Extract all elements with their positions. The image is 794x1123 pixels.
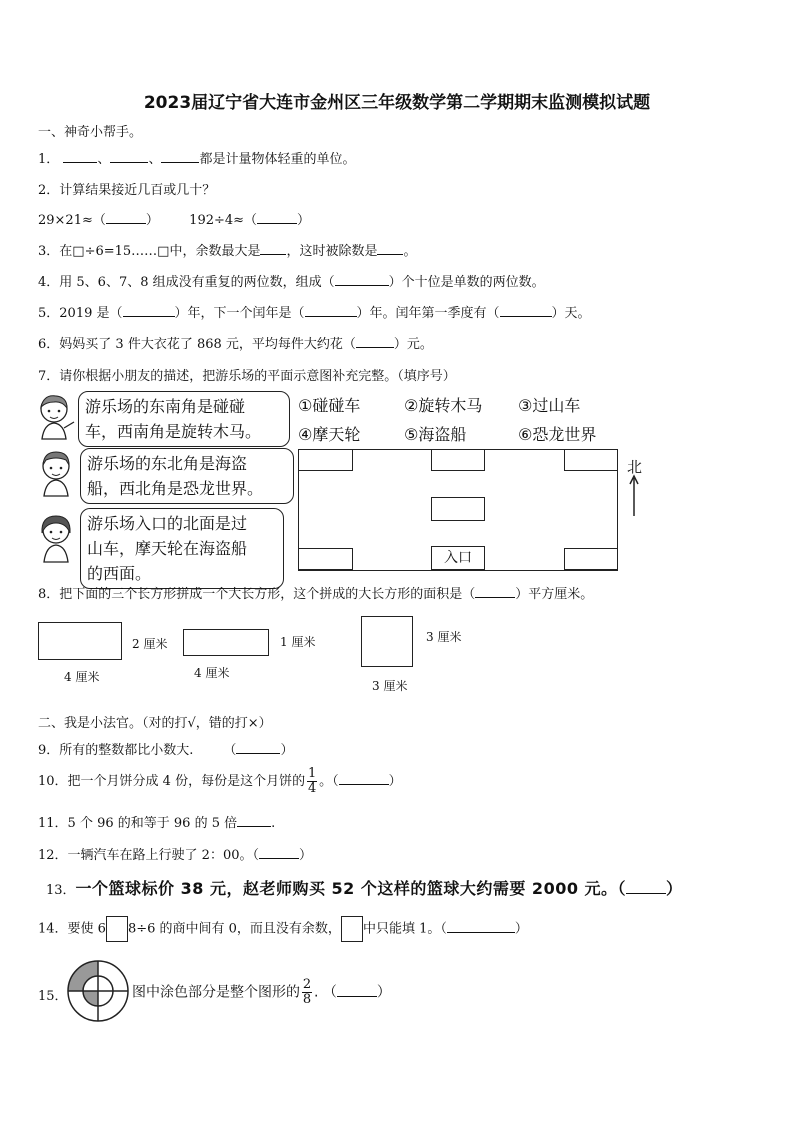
question-text: 一辆汽车在路上行驶了 2：00。（ <box>67 848 259 863</box>
answer-blank[interactable] <box>500 303 552 317</box>
question-number: 11． <box>38 816 68 831</box>
bracket-close: ） <box>388 774 402 789</box>
numerator: 1 <box>307 766 317 781</box>
speech-bubble-1 <box>78 391 290 447</box>
question-9 <box>38 739 293 758</box>
answer-blank[interactable] <box>356 334 394 348</box>
bracket-close: ） <box>514 921 528 937</box>
child-avatar-1 <box>34 392 76 440</box>
fraction <box>307 767 317 796</box>
map-slot-north[interactable] <box>431 449 485 471</box>
question-text: 图中涂色部分是整个图形的 <box>132 984 300 1001</box>
answer-blank[interactable] <box>63 149 97 163</box>
question-number: 9． <box>38 743 60 758</box>
question-text: . <box>271 816 276 831</box>
option-2: ②旋转木马 <box>404 396 483 415</box>
child-avatar-2 <box>36 449 78 497</box>
park-map <box>298 449 618 571</box>
bubble-line: 游乐场的东北角是海盗 <box>87 454 248 473</box>
question-number: 10． <box>38 774 68 789</box>
north-label: 北 <box>627 458 643 476</box>
bubble-line: 船，西北角是恐龙世界。 <box>87 479 264 498</box>
bracket-close: ） <box>145 213 159 228</box>
separator: 、 <box>148 152 162 167</box>
question-text: 妈妈买了 3 件大衣花了 868 元，平均每件大约花（ <box>59 337 356 352</box>
bracket-close: ） <box>297 213 311 228</box>
map-entrance: 入口 <box>431 546 485 570</box>
answer-blank[interactable] <box>626 880 666 894</box>
question-14 <box>38 916 528 942</box>
question-number: 14． <box>38 921 68 937</box>
rect1-width: 4 厘米 <box>64 670 100 684</box>
question-text: 所有的整数都比小数大. <box>59 743 194 758</box>
bracket-close: ） <box>376 984 391 1001</box>
bubble-line: 游乐场入口的北面是过 <box>87 514 248 533</box>
numerator: 2 <box>302 977 312 992</box>
question-number: 5． <box>38 306 60 321</box>
section-1-heading: 一、神奇小帮手。 <box>38 125 143 140</box>
bracket-close: ） <box>299 848 313 863</box>
answer-blank[interactable] <box>106 210 146 224</box>
question-text: 请你根据小朋友的描述，把游乐场的平面示意图补充完整。（填序号） <box>59 369 456 384</box>
option-5: ⑤海盗船 <box>404 425 467 444</box>
question-text: 8÷6 的商中间有 0，而且没有余数， <box>127 921 341 937</box>
question-text: ）平方厘米。 <box>515 587 594 602</box>
question-number: 13． <box>46 883 76 898</box>
question-10 <box>38 767 402 796</box>
question-number: 12． <box>38 848 68 863</box>
answer-blank[interactable] <box>123 303 175 317</box>
question-text: 在□÷6=15……□中，余数最大是 <box>59 244 261 259</box>
answer-blank[interactable] <box>110 149 148 163</box>
question-number: 6． <box>38 337 60 352</box>
digit-box[interactable] <box>341 916 363 942</box>
rect2-height: 1 厘米 <box>280 635 316 649</box>
calc-item-b: 192÷4≈（ <box>189 213 258 228</box>
digit-box[interactable] <box>106 916 128 942</box>
question-text: 把一个月饼分成 4 份，每份是这个月饼的 <box>67 774 306 789</box>
option-6: ⑥恐龙世界 <box>518 425 597 444</box>
question-number: 7． <box>38 369 60 384</box>
question-15-number: 15． <box>38 989 68 1004</box>
answer-blank[interactable] <box>337 983 377 997</box>
answer-blank[interactable] <box>236 740 280 754</box>
page-title: 2023届辽宁省大连市金州区三年级数学第二学期期末监测模拟试题 <box>143 93 651 113</box>
square3-height: 3 厘米 <box>426 630 462 644</box>
question-4 <box>38 271 545 290</box>
bubble-line: 车，西南角是旋转木马。 <box>85 422 262 441</box>
option-1: ①碰碰车 <box>298 396 361 415</box>
question-text: ）年。闰年第一季度有（ <box>356 306 500 321</box>
answer-blank[interactable] <box>447 919 515 933</box>
map-slot-southwest[interactable] <box>298 548 353 570</box>
question-text: 2019 是（ <box>59 306 123 321</box>
question-5 <box>38 302 591 321</box>
question-6 <box>38 333 433 352</box>
child-avatar-3 <box>36 513 78 563</box>
question-number: 2． <box>38 183 60 198</box>
bracket-open: （ <box>223 743 237 758</box>
question-number: 4． <box>38 275 60 290</box>
map-slot-southeast[interactable] <box>564 548 618 570</box>
speech-bubble-2 <box>80 448 294 504</box>
question-number: 1． <box>38 152 60 167</box>
shaded-circle-figure <box>66 959 130 1023</box>
bubble-line: 的西面。 <box>87 564 152 583</box>
question-2 <box>38 179 215 198</box>
rect2-width: 4 厘米 <box>194 666 230 680</box>
denominator: 8 <box>302 992 312 1007</box>
question-text: 用 5、6、7、8 组成没有重复的两位数，组成（ <box>59 275 335 290</box>
question-text: 要使 6 <box>67 921 106 937</box>
question-text: 一个篮球标价 38 元，赵老师购买 52 个这样的篮球大约需要 2000 元。（ <box>75 879 627 898</box>
bracket-close: ） <box>666 879 683 898</box>
question-text: ）天。 <box>551 306 591 321</box>
question-number: 3． <box>38 244 60 259</box>
answer-blank[interactable] <box>161 149 199 163</box>
square3-width: 3 厘米 <box>372 679 408 693</box>
map-slot-northeast[interactable] <box>564 449 618 471</box>
answer-blank[interactable] <box>259 845 299 859</box>
question-7 <box>38 365 456 384</box>
question-text: ）年，下一个闰年是（ <box>174 306 305 321</box>
rectangle-1 <box>38 622 122 660</box>
question-15 <box>132 978 391 1007</box>
question-8 <box>38 583 593 602</box>
answer-blank[interactable] <box>335 272 389 286</box>
question-text: 。（ <box>319 774 339 789</box>
question-2-items <box>38 209 310 228</box>
question-text: 都是计量物体轻重的单位。 <box>199 152 356 167</box>
fraction <box>302 978 312 1007</box>
question-3 <box>38 240 416 259</box>
rect1-height: 2 厘米 <box>132 637 168 651</box>
question-text: 计算结果接近几百或几十？ <box>59 183 216 198</box>
answer-blank[interactable] <box>237 813 271 827</box>
option-3: ③过山车 <box>518 396 581 415</box>
question-number: 8． <box>38 587 60 602</box>
question-text: 。 <box>403 244 417 259</box>
answer-blank[interactable] <box>339 771 389 785</box>
speech-bubble-3 <box>80 508 284 589</box>
bubble-line: 游乐场的东南角是碰碰 <box>85 397 246 416</box>
answer-blank[interactable] <box>260 241 286 255</box>
denominator: 4 <box>307 781 317 796</box>
calc-item-a: 29×21≈（ <box>38 213 106 228</box>
option-4: ④摩天轮 <box>298 425 361 444</box>
answer-blank[interactable] <box>475 584 515 598</box>
question-text: ）个十位是单数的两位数。 <box>388 275 545 290</box>
question-12 <box>38 844 312 863</box>
question-text: 中只能填 1。（ <box>362 921 447 937</box>
question-11 <box>38 812 275 831</box>
separator: 、 <box>97 152 111 167</box>
question-13 <box>46 876 683 899</box>
bracket-close: ） <box>280 743 294 758</box>
question-1 <box>38 148 355 167</box>
square-3 <box>361 616 413 667</box>
question-text: ）元。 <box>393 337 433 352</box>
bubble-line: 山车，摩天轮在海盗船 <box>87 539 248 558</box>
north-arrow-icon <box>628 474 640 518</box>
question-text: 5 个 96 的和等于 96 的 5 倍 <box>67 816 238 831</box>
answer-blank[interactable] <box>257 210 297 224</box>
answer-blank[interactable] <box>377 241 403 255</box>
answer-blank[interactable] <box>305 303 357 317</box>
question-text: . （ <box>314 984 337 1001</box>
map-slot-northwest[interactable] <box>298 449 353 471</box>
rectangle-2 <box>183 629 269 656</box>
map-slot-center[interactable] <box>431 497 485 521</box>
section-2-heading: 二、我是小法官。（对的打√，错的打×） <box>38 716 272 731</box>
question-text: 把下面的三个长方形拼成一个大长方形，这个拼成的大长方形的面积是（ <box>59 587 476 602</box>
question-text: ，这时被除数是 <box>286 244 378 259</box>
